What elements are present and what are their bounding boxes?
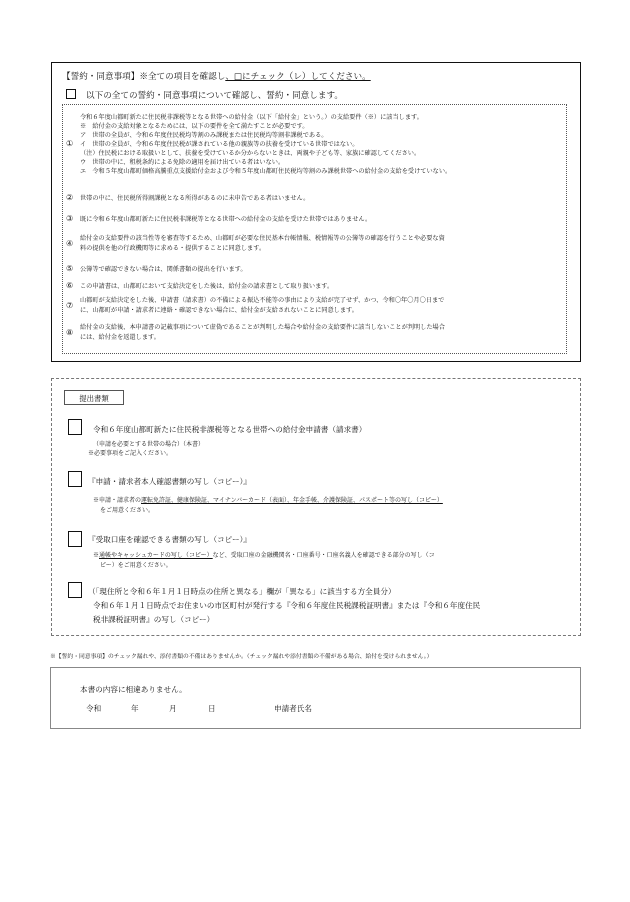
item-number-6: ⑥ — [66, 281, 74, 290]
doc3-note-underlined: 通帳やキャッシュカードの写し（コピー） — [99, 552, 213, 559]
item6-text: この申請書は、山都町において支給決定をした後は、給付金の請求書として取り扱います。 — [80, 283, 334, 290]
item1-b-note: （注）住民税における取扱いとして、扶養を受けているか分からないときは、両親や子ども等、家族に確認してください。 — [80, 150, 421, 157]
item7-text-1: 山都町が支給決定をした後、申請書（請求書）の不備による振込不能等の事由により支給が完了せず、かつ、令和〇年〇月〇日まで — [80, 297, 445, 304]
agreement-title: 【誓約・同意事項】 — [62, 72, 140, 82]
item-number-4: ④ — [66, 239, 74, 248]
item-number-7: ⑦ — [66, 301, 74, 310]
doc3-note-suffix: など、受取口座の金融機関名・口座番号・口座名義人を確認できる部分の写し（コ — [212, 552, 435, 559]
item-number-1: ① — [66, 139, 74, 148]
doc2-note-prefix: ※申請・請求者の — [93, 497, 142, 504]
declaration-text: 本書の内容に相違ありません。 — [80, 685, 187, 694]
doc2-note-1 — [93, 495, 443, 504]
doc1-title: 令和６年度山都町新たに住民税非課税等となる世帯への給付金申請書（請求書） — [93, 425, 367, 434]
item1-intro: 令和６年度山都町新たに住民税非課税等となる世帯への給付金（以下「給付金」という。）の支給要件（※）に該当します。 — [80, 114, 423, 121]
date-year-label: 年 — [131, 704, 139, 713]
item7-text-2: に、山都町が申請・請求者に連絡・確認できない場合に、給付金が支給されないことに同意します。 — [80, 307, 358, 314]
date-day-label: 日 — [208, 704, 216, 713]
item8-text-2: には、給付金を返還します。 — [80, 334, 160, 341]
doc2-note-2: をご用意ください。 — [100, 507, 155, 514]
date-era: 令和 — [86, 704, 102, 713]
item-number-2: ② — [66, 193, 74, 202]
submission-documents-label: 提出書類 — [64, 390, 124, 405]
doc4-line-2: 令和６年１月１日時点でお住まいの市区町村が発行する『令和６年度住民税課税証明書』または『令和６年度住民 — [93, 601, 481, 610]
item8-text-1: 給付金の支給後、本申請書の記載事項について虚偽であることが判明した場合や給付金の支給要件に該当しないことが判明した場合 — [80, 324, 445, 331]
agreement-header — [62, 70, 371, 82]
item1-b: イ 世帯の全員が、令和６年度住民税が課されている他の親族等の扶養を受けている世帯ではない。 — [80, 141, 359, 148]
agree-all-row[interactable] — [66, 89, 343, 101]
declaration-section — [50, 667, 581, 729]
item1-note: ※ 給付金の支給対象となるためには、以下の要件を全て満たすことが必要です。 — [80, 123, 309, 130]
doc2-note-underlined: 運転免許証、健康保険証、マイナンバーカード（表面）、年金手帳、介護保険証、パスポート等の写し（コピー） — [141, 497, 443, 504]
item-number-8: ⑧ — [66, 328, 74, 337]
footnote: ※【誓約・同意事項】のチェック漏れや、添付書類の不備はありませんか。（チェック漏れや添付書類の不備がある場合、給付を受けられません。） — [50, 654, 433, 660]
item4-text-1: 給付金の支給要件の該当性等を審査等するため、山都町が必要な住民基本台帳情報、税情報等の公簿等の確認を行うことや必要な資 — [80, 235, 445, 242]
doc1-checkbox[interactable] — [68, 419, 82, 435]
doc3-title: 『受取口座を確認できる書類の写し（コピー）』 — [88, 535, 251, 544]
doc3-note-1 — [93, 550, 435, 559]
doc2-checkbox[interactable] — [68, 471, 82, 487]
item4-text-2: 料の提供を他の行政機関等に求める・提供することに同意します。 — [80, 245, 266, 252]
doc3-checkbox[interactable] — [68, 531, 82, 547]
item3-text: 既に令和６年度山都町新たに住民税非課税等となる世帯への給付金の支給を受けた世帯ではありません。 — [80, 216, 372, 223]
agree-all-checkbox[interactable] — [66, 89, 76, 99]
item2-text: 世帯の中に、住民税所得割課税となる所得があるのに未申告である者はいません。 — [80, 195, 310, 202]
item-number-3: ③ — [66, 214, 74, 223]
date-month-label: 月 — [169, 704, 177, 713]
doc1-note-1: （申請を必要とする世帯の場合）（本書） — [93, 441, 205, 448]
doc4-checkbox[interactable] — [68, 582, 82, 598]
agreement-instruction-underlined: 、□にチェック（レ）してください。 — [225, 72, 371, 82]
applicant-name-label: 申請者氏名 — [274, 704, 312, 713]
doc4-line-3: 税非課税証明書』の写し（コピー） — [93, 615, 215, 624]
agree-all-label: 以下の全ての誓約・同意事項について確認し、誓約・同意します。 — [86, 91, 343, 101]
doc3-note-2: ピー）をご用意ください。 — [100, 562, 172, 569]
item1-c: ウ 世帯の中に、租税条約による免除の適用を届け出ている者はいない。 — [80, 159, 285, 166]
item1-d: エ 令和５年度山都町価格高騰重点支援給付金および令和５年度山都町住民税均等割のみ課税世帯への給付金の支給を受けていない。 — [80, 168, 452, 175]
item5-text: 公簿等で確認できない場合は、関係書類の提出を行います。 — [80, 266, 247, 273]
doc2-title: 『申請・請求者本人確認書類の写し（コピー）』 — [88, 477, 251, 486]
item1-a: ア 世帯の全員が、令和６年度住民税均等割のみ課税または住民税均等割非課税である。 — [80, 132, 328, 139]
doc4-line-1: （「現住所と令和６年１月１日時点の住所と異なる」欄が「異なる」に該当する方全員分） — [88, 587, 396, 596]
doc3-note-prefix: ※ — [93, 552, 100, 559]
doc1-note-2: ※必要事項をご記入ください。 — [88, 450, 173, 457]
agreement-instruction: ※全ての項目を確認し — [139, 72, 226, 82]
item-number-5: ⑤ — [66, 264, 74, 273]
